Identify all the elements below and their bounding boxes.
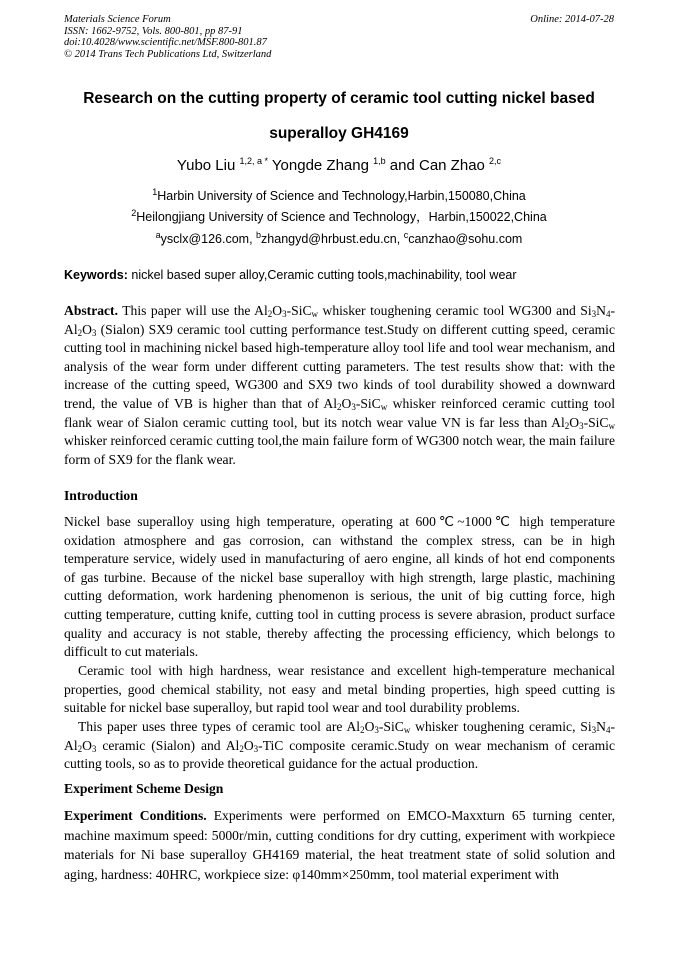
text-run: -Al — [64, 303, 615, 337]
subscript: 3 — [351, 401, 356, 412]
online-date: Online: 2014-07-28 — [530, 14, 614, 25]
subscript: w — [608, 420, 615, 431]
heading-experiment-scheme: Experiment Scheme Design — [64, 781, 224, 796]
experiment-paragraph-1 — [64, 806, 615, 884]
subscript: 3 — [91, 743, 97, 754]
text-run: This paper will use the Al — [117, 303, 268, 318]
text-run: whisker toughening ceramic, Si — [410, 719, 592, 734]
emails — [40, 229, 638, 246]
copyright: © 2014 Trans Tech Publications Ltd, Switzerland — [64, 48, 272, 60]
text-run: O — [569, 414, 580, 430]
text-run: O — [272, 303, 283, 318]
subscript: 3 — [91, 327, 97, 338]
heading-introduction: Introduction — [64, 488, 138, 503]
author-name: Yubo Liu — [176, 157, 240, 174]
subscript: 3 — [591, 725, 597, 735]
affiliation-1 — [40, 186, 638, 203]
text-run: O — [82, 737, 92, 753]
text-run: Ceramic tool with high hardness, wear resistance and excellent high-temperature mechanical properties, good chemical stability, not easy and metal binding properties, high speed cutting is suitable for nickel base superalloy, but rapid tool wear and tool durability problems. — [64, 663, 615, 716]
subscript: 3 — [282, 309, 287, 319]
aff-sup: 2 — [131, 207, 137, 218]
text-run: Experiments were performed on EMCO-Maxxturn 65 turning center, machine maximum speed: 5000r/min, cutting conditions for dry cutting, experiment with workpiece materials for Ni base superalloy GH4169 material, the heat treatment state of solid solution and aging, hardness: 40HRC, workpiece size: φ140mm×250mm, tool material experiment with — [64, 808, 615, 882]
text-run: (Sialon) SX9 ceramic tool cutting performance test.Study on different cutting speed, ceramic cutting tool in machining nickel based high-temperature alloy tool life and tool wear mechanism, and analysis of the wear form under different cutting parameters. The test results show that: with the increase of the cutting speed, WG300 and SX9 two kinds of tool durability showed a downward trend, the value of VB is higher than that of Al — [64, 321, 615, 411]
aff-text: Heilongjiang University of Science and Technology，Harbin,150022,China — [136, 210, 547, 224]
subscript: 3 — [253, 743, 259, 754]
subscript: 4 — [605, 309, 611, 319]
text-run: O — [243, 737, 254, 753]
email: canzhao@sohu.com — [408, 232, 523, 246]
subscript: 4 — [605, 725, 611, 735]
subscript: 2 — [360, 725, 365, 735]
abstract — [64, 302, 615, 469]
subscript: 2 — [267, 309, 273, 319]
journal-name: Materials Science Forum — [64, 14, 171, 25]
keywords-text: nickel based super alloy,Ceramic cutting tools,machinability, tool wear — [127, 268, 517, 282]
author-sup: 1,2, a * — [239, 156, 269, 166]
text-run: -TiC composite ceramic.Study on wear mechanism of ceramic cutting tools, so as to provide theoretical guidance for the actual production. — [64, 737, 615, 772]
text-run: whisker reinforced ceramic cutting tool,the main failure form of WG300 notch wear, the main failure form of SX9 for the flank wear. — [64, 433, 615, 467]
keywords — [64, 268, 517, 282]
author-sup: 2,c — [489, 156, 502, 166]
text-run: O — [341, 395, 352, 411]
text-run: whisker toughening ceramic tool WG300 and Si — [318, 303, 592, 318]
intro-paragraph-1 — [64, 513, 615, 662]
email-sup: a — [155, 229, 161, 240]
run-in-heading: Abstract. — [64, 303, 118, 318]
subscript: 2 — [564, 420, 570, 431]
run-in-heading: Experiment Conditions. — [64, 808, 207, 823]
text-run: ceramic (Sialon) and Al — [96, 737, 240, 753]
subscript: 3 — [374, 725, 379, 735]
affiliation-2 — [40, 207, 638, 225]
text-run: This paper uses three types of ceramic tool are Al — [78, 719, 361, 734]
text-run: O — [82, 321, 92, 337]
title-line-2: superalloy GH4169 — [269, 125, 409, 142]
text-run: N — [596, 719, 606, 734]
issn: ISSN: 1662-9752, Vols. 800-801, pp 87-91 — [64, 25, 243, 37]
subscript: w — [380, 401, 388, 412]
text-run: -SiC — [355, 395, 381, 411]
authors — [40, 157, 638, 174]
text-run: -SiC — [286, 303, 312, 318]
aff-sup: 1 — [152, 186, 158, 197]
text-run: whisker reinforced ceramic cutting tool flank wear of Sialon ceramic cutting tool, but its notch wear value VN is far less than Al — [64, 395, 615, 430]
email-sup: b — [256, 229, 262, 240]
text-run: Nickel base superalloy using high temperature, operating at 600℃~1000℃ high temperature oxidation atmosphere and gas corrosion, can withstand the complex stress, can be in high temperature service, widely used in manufacturing of aero engine, all kinds of hot end components of gas turbine. Because of the nickel base superalloy with high strength, large plastic, machining cutting deformation, work hardening phenomenon is serious, the unit of big cutting force, high cutting temperature, cutting knife, cutting tool in cutting process is severe abrasion, product surface quality and accuracy is not stable, thereby affecting the processing efficiency, which belongs to difficult to cut materials. — [64, 514, 615, 660]
text-run: -SiC — [378, 719, 404, 734]
keywords-label: Keywords: — [64, 268, 128, 282]
subscript: 3 — [591, 309, 597, 319]
text-run: -Al — [64, 719, 615, 753]
subscript: 2 — [77, 743, 83, 754]
author-sup: 1,b — [373, 156, 386, 166]
author-name: and Can Zhao — [385, 157, 490, 174]
author-name: Yongde Zhang — [268, 157, 374, 174]
subscript: 2 — [77, 327, 83, 338]
email-sup: c — [403, 229, 409, 240]
text-run: -SiC — [583, 414, 609, 430]
subscript: 2 — [336, 401, 342, 412]
intro-paragraph-3 — [64, 718, 615, 774]
subscript: 2 — [239, 743, 244, 754]
text-run: N — [596, 303, 606, 318]
intro-paragraph-2 — [64, 662, 615, 718]
subscript: w — [403, 725, 411, 735]
email: ysclx@126.com, — [160, 232, 257, 246]
subscript: w — [311, 309, 319, 319]
title-line-1: Research on the cutting property of ceramic tool cutting nickel based — [83, 90, 595, 107]
journal-info — [64, 14, 271, 60]
aff-text: Harbin University of Science and Technology,Harbin,150080,China — [157, 189, 526, 203]
text-run: O — [364, 719, 375, 734]
doi: doi:10.4028/www.scientific.net/MSF.800-801.87 — [64, 37, 267, 48]
email: zhangyd@hrbust.edu.cn, — [261, 232, 404, 246]
subscript: 3 — [579, 420, 584, 431]
